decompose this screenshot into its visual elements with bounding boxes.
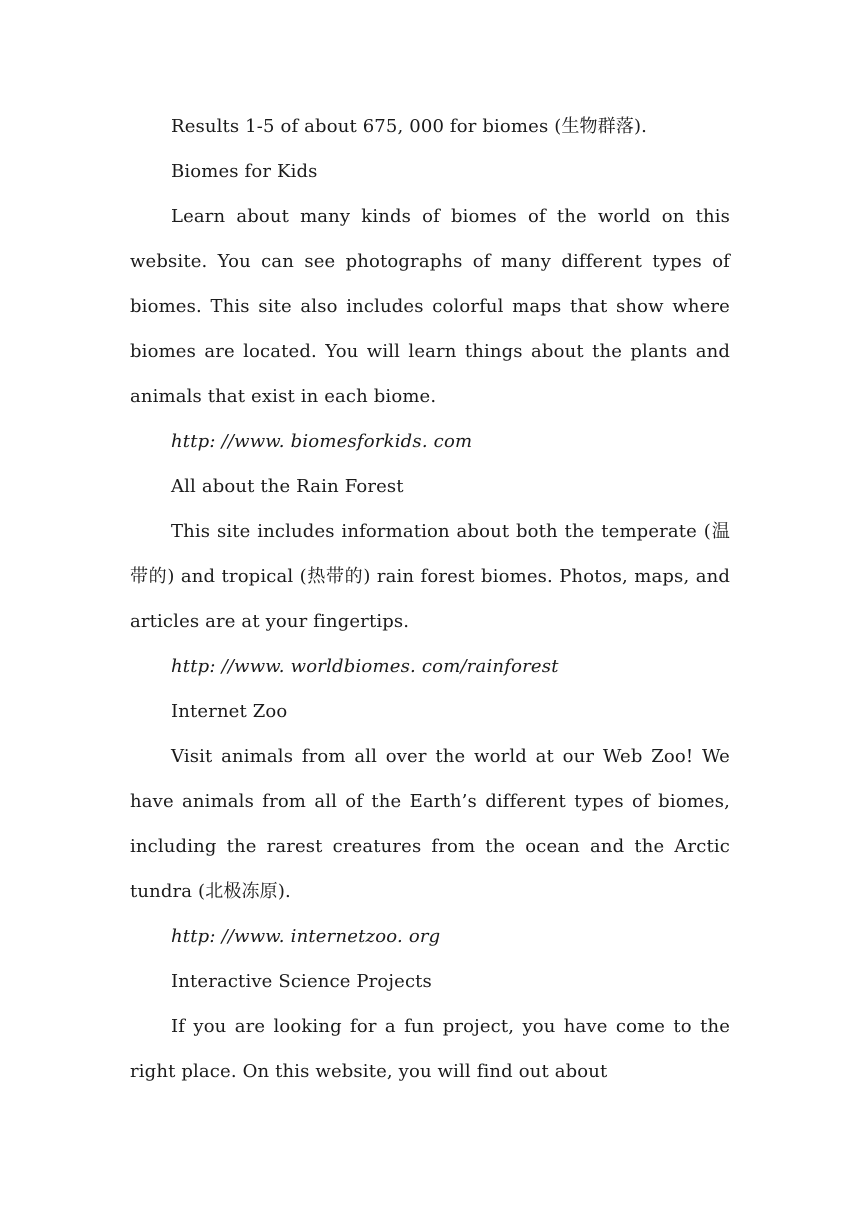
result-description-science-projects: If you are looking for a fun project, you have come to the right place. On this website, you will find out about bbox=[130, 1016, 730, 1082]
document-page bbox=[130, 104, 730, 1094]
result-title-internet-zoo[interactable]: Internet Zoo bbox=[171, 701, 288, 722]
result-title-science-projects[interactable]: Interactive Science Projects bbox=[171, 971, 432, 992]
result-url-biomes-for-kids[interactable]: http: //www. biomesforkids. com bbox=[171, 431, 473, 452]
result-url-rain-forest[interactable]: http: //www. worldbiomes. com/rainforest bbox=[171, 656, 559, 677]
result-title-rain-forest[interactable]: All about the Rain Forest bbox=[171, 476, 404, 497]
result-description-rain-forest: This site includes information about both the temperate (温带的) and tropical (热带的) rain forest biomes. Photos, maps, and articles are at your fingertips. bbox=[130, 521, 730, 632]
result-description-internet-zoo: Visit animals from all over the world at our Web Zoo! We have animals from all of the Earth’s different types of biomes, including the rarest creatures from the ocean and the Arctic tundra (北极冻原). bbox=[130, 746, 730, 902]
result-url-internet-zoo[interactable]: http: //www. internetzoo. org bbox=[171, 926, 441, 947]
result-description-biomes-for-kids: Learn about many kinds of biomes of the world on this website. You can see photographs of many different types of biomes. This site also includes colorful maps that show where biomes are located. You will learn things about the plants and animals that exist in each biome. bbox=[130, 206, 730, 407]
results-summary: Results 1-5 of about 675, 000 for biomes (生物群落). bbox=[171, 116, 648, 137]
result-title-biomes-for-kids[interactable]: Biomes for Kids bbox=[171, 161, 318, 182]
